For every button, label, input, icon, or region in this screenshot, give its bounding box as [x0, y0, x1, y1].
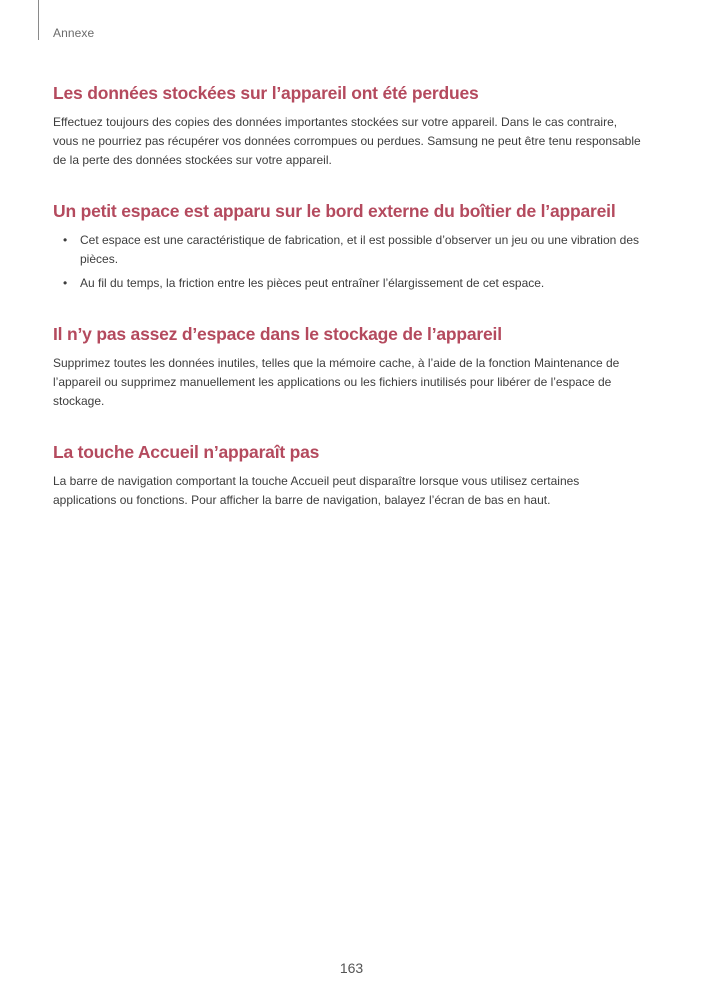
section-storage-full: [53, 323, 643, 411]
section-data-lost: [53, 82, 643, 170]
bullet-item: [53, 274, 643, 293]
section-paragraph: Supprimez toutes les données inutiles, telles que la mémoire cache, à l’aide de la fonction Maintenance de l’appareil ou supprimez manuellement les applications ou les fichiers inutilisés pour libérer de l’espace de stockage.: [53, 356, 620, 408]
section-home-key-missing: [53, 441, 643, 510]
section-gap-on-edge: [53, 200, 643, 293]
bullet-icon: •: [63, 233, 68, 247]
bullet-item: [53, 231, 643, 269]
document-body: [53, 82, 643, 510]
page-number: 163: [339, 960, 364, 976]
bullet-text: Au fil du temps, la friction entre les pièces peut entraîner l’élargissement de cet espace.: [80, 276, 545, 290]
section-paragraph: Effectuez toujours des copies des données importantes stockées sur votre appareil. Dans le cas contraire, vous ne pourriez pas récupérer vos données corrompues ou perdues. Samsung ne peut être tenu responsable de la perte des données stockées sur votre appareil.: [53, 115, 641, 167]
section-heading: La touche Accueil n’apparaît pas: [53, 442, 320, 462]
section-heading: Un petit espace est apparu sur le bord externe du boîtier de l’appareil: [53, 201, 616, 221]
bullet-list: [53, 231, 643, 293]
margin-rule: [38, 0, 39, 40]
section-heading: Les données stockées sur l’appareil ont été perdues: [53, 83, 479, 103]
bullet-icon: •: [63, 276, 68, 290]
bullet-text: Cet espace est une caractéristique de fabrication, et il est possible d’observer un jeu ou une vibration des pièces.: [80, 233, 639, 266]
section-heading: Il n’y pas assez d’espace dans le stockage de l’appareil: [53, 324, 502, 344]
running-head: Annexe: [53, 26, 95, 40]
section-paragraph: La barre de navigation comportant la touche Accueil peut disparaître lorsque vous utilisez certaines applications ou fonctions. Pour afficher la barre de navigation, balayez l’écran de bas en haut.: [53, 474, 580, 507]
